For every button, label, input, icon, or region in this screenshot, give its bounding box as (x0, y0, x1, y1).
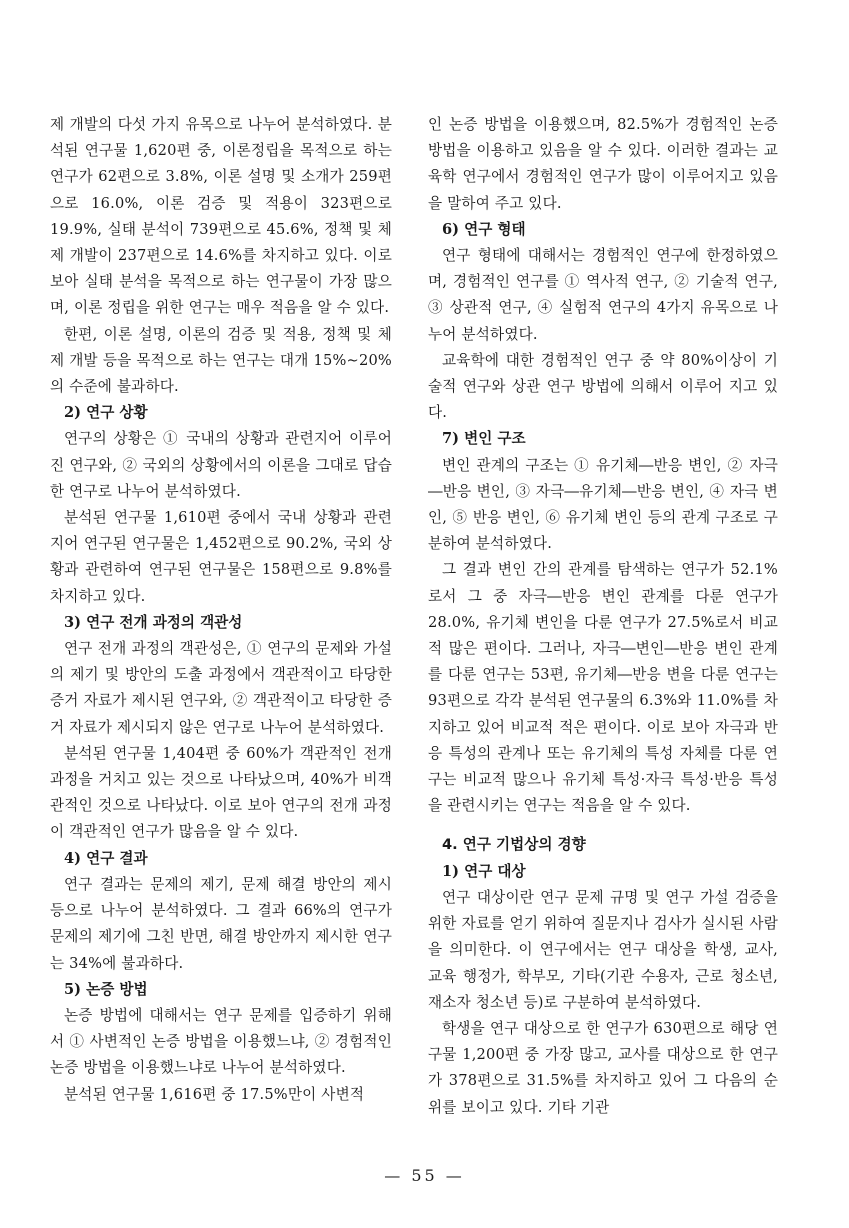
subsection-heading: 5) 논증 방법 (64, 980, 148, 998)
body-paragraph: 분석된 연구물 1,404편 중 60%가 객관적인 전개 과정을 거치고 있는 것으로 나타났으며, 40%가 비객관적인 것으로 나타났다. 이로 보아 연구의 전개 과정이 객관적인 연구가 많음을 알 수 있다. (50, 744, 392, 841)
body-paragraph: 연구 형태에 대해서는 경험적인 연구에 한정하였으며, 경험적인 연구를 ① 역사적 연구, ② 기술적 연구, ③ 상관적 연구, ④ 실험적 연구의 4가지 유목으로 나누어 분석하였다. (428, 247, 778, 343)
body-paragraph: 연구 결과는 문제의 제기, 문제 해결 방안의 제시 등으로 나누어 분석하였다. 그 결과 66%의 연구가 문제의 제기에 그친 반면, 해결 방안까지 제시한 연구는 34%에 불과하다. (50, 875, 392, 972)
body-paragraph: 연구의 상황은 ① 국내의 상황과 관련지어 이루어진 연구와, ② 국외의 상황에서의 이론을 그대로 답습한 연구로 나누어 분석하였다. (50, 430, 392, 500)
subsection-heading: 3) 연구 전개 과정의 객관성 (64, 613, 243, 631)
body-paragraph: 제 개발의 다섯 가지 유목으로 나누어 분석하였다. 분석된 연구물 1,620편 중, 이론정립을 목적으로 하는 연구가 62편으로 3.8%, 이론 설명 및 소개가 259편으로 16.0%, 이론 검증 및 적용이 323편으로 19.9%, 실태 분석이 739편으로 45.6%, 정책 및 체제 개발이 237편으로 14.6%를 차지하고 있다. 이로 보아 실태 분석을 목적으로 하는 연구물이 가장 많으며, 이론 정립을 위한 연구는 매우 적음을 알 수 있다. (50, 116, 392, 317)
section-gap (428, 819, 778, 832)
subsection-heading: 4) 연구 결과 (64, 849, 148, 867)
subsection-heading: 6) 연구 형태 (442, 220, 526, 238)
page-number: — 55 — (384, 1166, 465, 1185)
body-paragraph: 연구 전개 과정의 객관성은, ① 연구의 문제와 가설의 제기 및 방안의 도출 과정에서 객관적이고 타당한 증거 자료가 제시된 연구와, ② 객관적이고 타당한 증거 자료가 제시되지 않은 연구로 나누어 분석하였다. (50, 640, 392, 736)
body-paragraph: 연구 대상이란 연구 문제 규명 및 연구 가설 검증을 위한 자료를 얻기 위하여 질문지나 검사가 실시된 사람을 의미한다. 이 연구에서는 연구 대상을 학생, 교사, 교육 행정가, 학부모, 기타(기관 수용자, 근로 청소년, 재소자 청소년 등)로 구분하여 분석하였다. (428, 888, 778, 1011)
subsection-heading: 2) 연구 상황 (64, 404, 148, 422)
body-paragraph: 논증 방법에 대해서는 연구 문제를 입증하기 위해서 ① 사변적인 논증 방법을 이용했느냐, ② 경험적인 논증 방법을 이용했느냐로 나누어 분석하였다. (50, 1006, 392, 1077)
body-paragraph: 교육학에 대한 경험적인 연구 중 약 80%이상이 기술적 연구와 상관 연구 방법에 의해서 이루어 지고 있다. (428, 351, 778, 422)
right-column (428, 112, 778, 1121)
left-column (50, 112, 392, 1108)
body-paragraph: 학생을 연구 대상으로 한 연구가 630편으로 해당 연구물 1,200편 중 가장 많고, 교사를 대상으로 한 연구가 378편으로 31.5%를 차지하고 있어 그 다음의 순위를 보이고 있다. 기타 기관 (428, 1019, 778, 1116)
body-paragraph: 그 결과 변인 간의 관계를 탐색하는 연구가 52.1%로서 그 중 자극―반응 변인 관계를 다룬 연구가 28.0%, 유기체 변인을 다룬 연구가 27.5%로서 비교적 많은 편이다. 그러나, 자극―변인―반응 변인 관계를 다룬 연구는 53편, 유기체―반응 변을 다룬 연구는 93편으로 각각 분석된 연구물의 6.3%와 11.0%를 차지하고 있어 비교적 적은 편이다. 이로 보아 자극과 반응 특성의 관계나 또는 유기체의 특성 자체를 다룬 연구는 비교적 많으나 유기체 특성·자극 특성·반응 특성을 관련시키는 연구는 적음을 알 수 있다. (428, 561, 778, 815)
subsection-heading: 1) 연구 대상 (442, 862, 526, 880)
body-paragraph: 변인 관계의 구조는 ① 유기체―반응 변인, ② 자극―반응 변인, ③ 자극―유기체―반응 변인, ④ 자극 변인, ⑤ 반응 변인, ⑥ 유기체 변인 등의 관계 구조로 구분하여 분석하였다. (428, 456, 778, 553)
body-paragraph: 분석된 연구물 1,616편 중 17.5%만이 사변적 (64, 1085, 365, 1103)
body-paragraph: 인 논증 방법을 이용했으며, 82.5%가 경험적인 논증 방법을 이용하고 있음을 알 수 있다. 이러한 결과는 교육학 연구에서 경험적인 연구가 많이 이루어지고 있음을 말하여 주고 있다. (428, 116, 778, 212)
section-heading: 4. 연구 기법상의 경향 (442, 836, 586, 854)
body-paragraph: 한편, 이론 설명, 이론의 검증 및 적용, 정책 및 체제 개발 등을 목적으로 하는 연구는 대개 15%∼20%의 수준에 불과하다. (50, 325, 392, 396)
body-paragraph: 분석된 연구물 1,610편 중에서 국내 상황과 관련지어 연구된 연구물은 1,452편으로 90.2%, 국외 상황과 관련하여 연구된 연구물은 158편으로 9.8%를 차지하고 있다. (50, 509, 392, 605)
subsection-heading: 7) 변인 구조 (442, 430, 526, 448)
